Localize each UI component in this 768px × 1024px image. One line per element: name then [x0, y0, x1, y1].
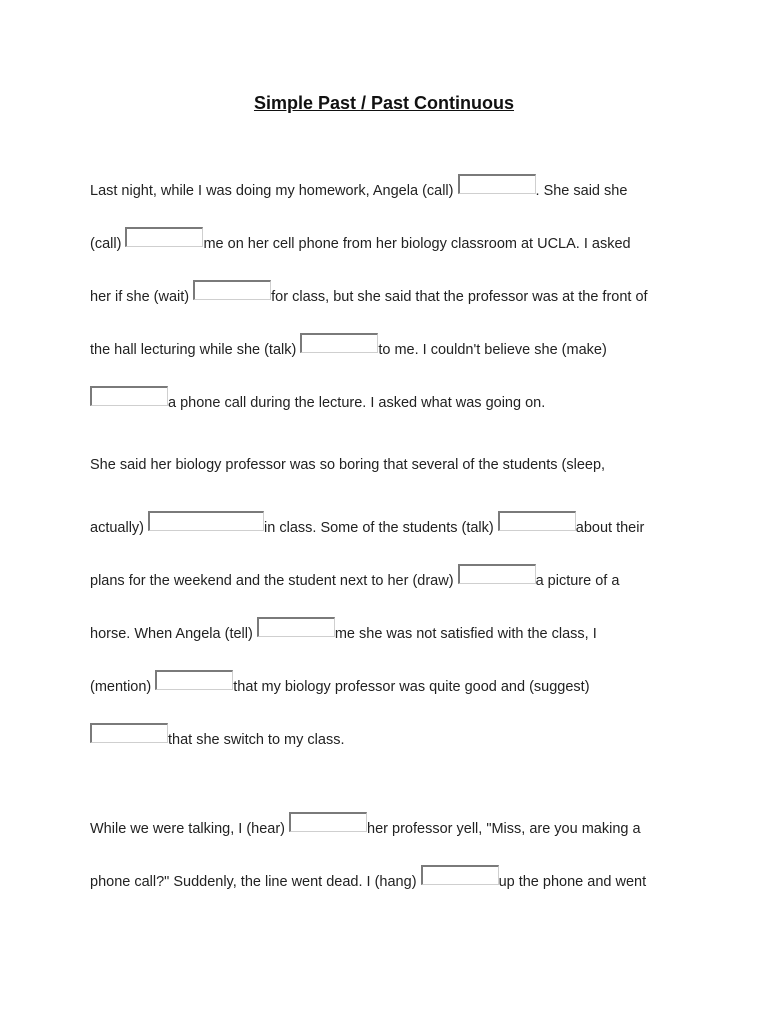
text-segment: While we were talking, I (hear)	[90, 821, 290, 837]
text-line	[90, 670, 590, 695]
text-segment: horse. When Angela (tell)	[90, 626, 257, 642]
text-segment: for class, but she said that the professor was at the front of	[271, 289, 648, 305]
text-segment: (call)	[90, 236, 126, 252]
answer-field-tell[interactable]	[257, 617, 335, 637]
text-line	[90, 280, 648, 305]
text-segment: me on her cell phone from her biology classroom at UCLA. I asked	[203, 236, 631, 252]
text-line	[90, 333, 607, 358]
answer-field-sleep-actually[interactable]	[148, 511, 264, 531]
text-line	[90, 865, 646, 890]
text-line	[90, 617, 597, 642]
answer-field-draw[interactable]	[458, 564, 536, 584]
text-line	[90, 457, 605, 473]
text-segment: (mention)	[90, 679, 156, 695]
answer-field-call-2[interactable]	[125, 227, 203, 247]
answer-field-talk-2[interactable]	[498, 511, 576, 531]
text-segment: She said her biology professor was so boring that several of the students (sleep,	[90, 457, 606, 473]
text-line	[90, 723, 344, 748]
text-segment: . She said she	[535, 183, 628, 199]
text-line	[90, 174, 627, 199]
text-segment: that she switch to my class.	[168, 732, 345, 748]
answer-field-call-1[interactable]	[458, 174, 536, 194]
text-segment: the hall lecturing while she (talk)	[90, 342, 301, 358]
answer-field-suggest[interactable]	[90, 723, 168, 743]
answer-field-make[interactable]	[90, 386, 168, 406]
text-segment: that my biology professor was quite good and (suggest)	[233, 679, 590, 695]
text-segment: up the phone and went	[498, 874, 647, 890]
text-segment: phone call?" Suddenly, the line went dead. I (hang)	[90, 874, 421, 890]
text-segment: a phone call during the lecture. I asked what was going on.	[168, 395, 546, 411]
text-line	[90, 812, 641, 837]
text-line	[90, 386, 545, 411]
text-segment: her if she (wait)	[90, 289, 194, 305]
text-segment: a picture of a	[535, 573, 620, 589]
text-segment: Last night, while I was doing my homework, Angela (call)	[90, 183, 458, 199]
answer-field-hang[interactable]	[421, 865, 499, 885]
text-segment: in class. Some of the students (talk)	[264, 520, 498, 536]
text-segment: plans for the weekend and the student next to her (draw)	[90, 573, 458, 589]
text-line	[90, 511, 644, 536]
text-segment: her professor yell, "Miss, are you making a	[367, 821, 641, 837]
answer-field-wait[interactable]	[193, 280, 271, 300]
text-segment: about their	[575, 520, 645, 536]
answer-field-hear[interactable]	[289, 812, 367, 832]
text-segment: me she was not satisfied with the class, I	[334, 626, 597, 642]
text-segment: to me. I couldn't believe she (make)	[378, 342, 607, 358]
text-line	[90, 564, 619, 589]
answer-field-talk-1[interactable]	[300, 333, 378, 353]
text-line	[90, 227, 631, 252]
answer-field-mention[interactable]	[155, 670, 233, 690]
page-title: Simple Past / Past Continuous	[253, 93, 515, 113]
text-segment: actually)	[90, 520, 149, 536]
